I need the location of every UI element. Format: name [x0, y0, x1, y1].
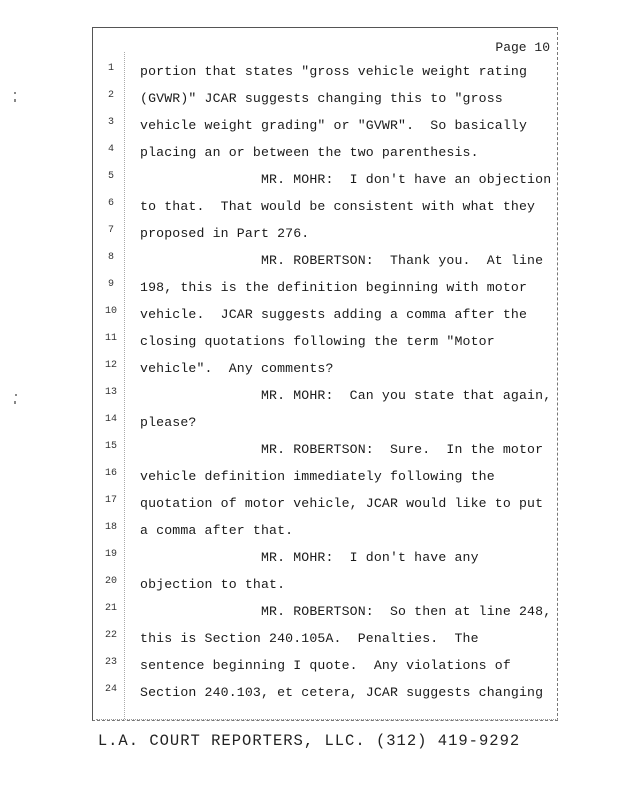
line-text: Section 240.103, et cetera, JCAR suggests changing	[140, 685, 544, 700]
line-number: 4	[107, 144, 114, 155]
line-text: proposed in Part 276.	[140, 226, 310, 241]
line-text: vehicle weight grading" or "GVWR". So basically	[140, 118, 528, 133]
transcript-line	[96, 544, 556, 571]
transcript-line	[96, 166, 556, 193]
line-number: 21	[104, 603, 117, 614]
transcript-line	[96, 436, 556, 463]
line-text: sentence beginning I quote. Any violations of	[140, 658, 511, 673]
line-number: 8	[107, 252, 114, 263]
line-text: MR. MOHR: I don't have any	[140, 550, 479, 565]
transcript-line	[96, 274, 556, 301]
transcript-line	[96, 112, 556, 139]
line-number: 12	[104, 360, 117, 371]
transcript-line	[96, 490, 556, 517]
line-number: 18	[104, 522, 117, 533]
line-text: closing quotations following the term "Motor	[140, 334, 495, 349]
line-text: MR. MOHR: Can you state that again,	[140, 388, 552, 403]
line-number: 10	[104, 306, 117, 317]
line-number: 9	[107, 279, 114, 290]
scan-speck	[14, 401, 16, 404]
transcript-line	[96, 517, 556, 544]
transcript-line	[96, 328, 556, 355]
line-number: 1	[107, 63, 114, 74]
transcript-line	[96, 247, 556, 274]
transcript-line	[96, 625, 556, 652]
transcript-lines	[96, 58, 556, 706]
bottom-scan-rule	[96, 719, 558, 720]
line-text: a comma after that.	[140, 523, 294, 538]
line-number: 11	[104, 333, 117, 344]
line-text: vehicle. JCAR suggests adding a comma after the	[140, 307, 528, 322]
transcript-line	[96, 301, 556, 328]
line-text: portion that states "gross vehicle weight rating	[140, 64, 528, 79]
line-text: vehicle". Any comments?	[140, 361, 334, 376]
line-text: MR. MOHR: I don't have an objection	[140, 172, 552, 187]
scan-speck	[14, 99, 16, 102]
court-reporter-footer: L.A. COURT REPORTERS, LLC. (312) 419-9292	[97, 732, 521, 750]
line-text: MR. ROBERTSON: So then at line 248,	[140, 604, 552, 619]
transcript-line	[96, 598, 556, 625]
line-text: 198, this is the definition beginning with motor	[140, 280, 528, 295]
transcript-line	[96, 355, 556, 382]
line-number: 2	[107, 90, 114, 101]
line-number: 23	[104, 657, 117, 668]
transcript-line	[96, 382, 556, 409]
transcript-line	[96, 58, 556, 85]
line-text: (GVWR)" JCAR suggests changing this to "gross	[140, 91, 503, 106]
scan-speck	[14, 92, 16, 94]
line-text: objection to that.	[140, 577, 286, 592]
page-number: Page 10	[495, 40, 550, 55]
line-number: 16	[104, 468, 117, 479]
transcript-line	[96, 193, 556, 220]
transcript-line	[96, 139, 556, 166]
line-number: 24	[104, 684, 117, 695]
line-text: vehicle definition immediately following the	[140, 469, 495, 484]
line-text: MR. ROBERTSON: Thank you. At line	[140, 253, 544, 268]
line-number: 20	[104, 576, 117, 587]
transcript-line	[96, 463, 556, 490]
transcript-line	[96, 571, 556, 598]
line-number: 17	[104, 495, 117, 506]
transcript-line	[96, 679, 556, 706]
line-text: quotation of motor vehicle, JCAR would like to put	[140, 496, 544, 511]
line-text: this is Section 240.105A. Penalties. The	[140, 631, 479, 646]
line-number: 7	[107, 225, 114, 236]
line-number: 22	[104, 630, 117, 641]
line-number: 14	[104, 414, 117, 425]
line-number: 15	[104, 441, 117, 452]
transcript-line	[96, 409, 556, 436]
line-text: to that. That would be consistent with what they	[140, 199, 536, 214]
line-number: 5	[107, 171, 114, 182]
transcript-line	[96, 652, 556, 679]
line-text: MR. ROBERTSON: Sure. In the motor	[140, 442, 544, 457]
line-number: 3	[107, 117, 114, 128]
scan-speck	[15, 394, 17, 396]
line-text: please?	[140, 415, 197, 430]
line-number: 13	[104, 387, 117, 398]
line-number: 19	[104, 549, 117, 560]
transcript-line	[96, 85, 556, 112]
line-text: placing an or between the two parenthesis.	[140, 145, 479, 160]
transcript-line	[96, 220, 556, 247]
line-number: 6	[107, 198, 114, 209]
